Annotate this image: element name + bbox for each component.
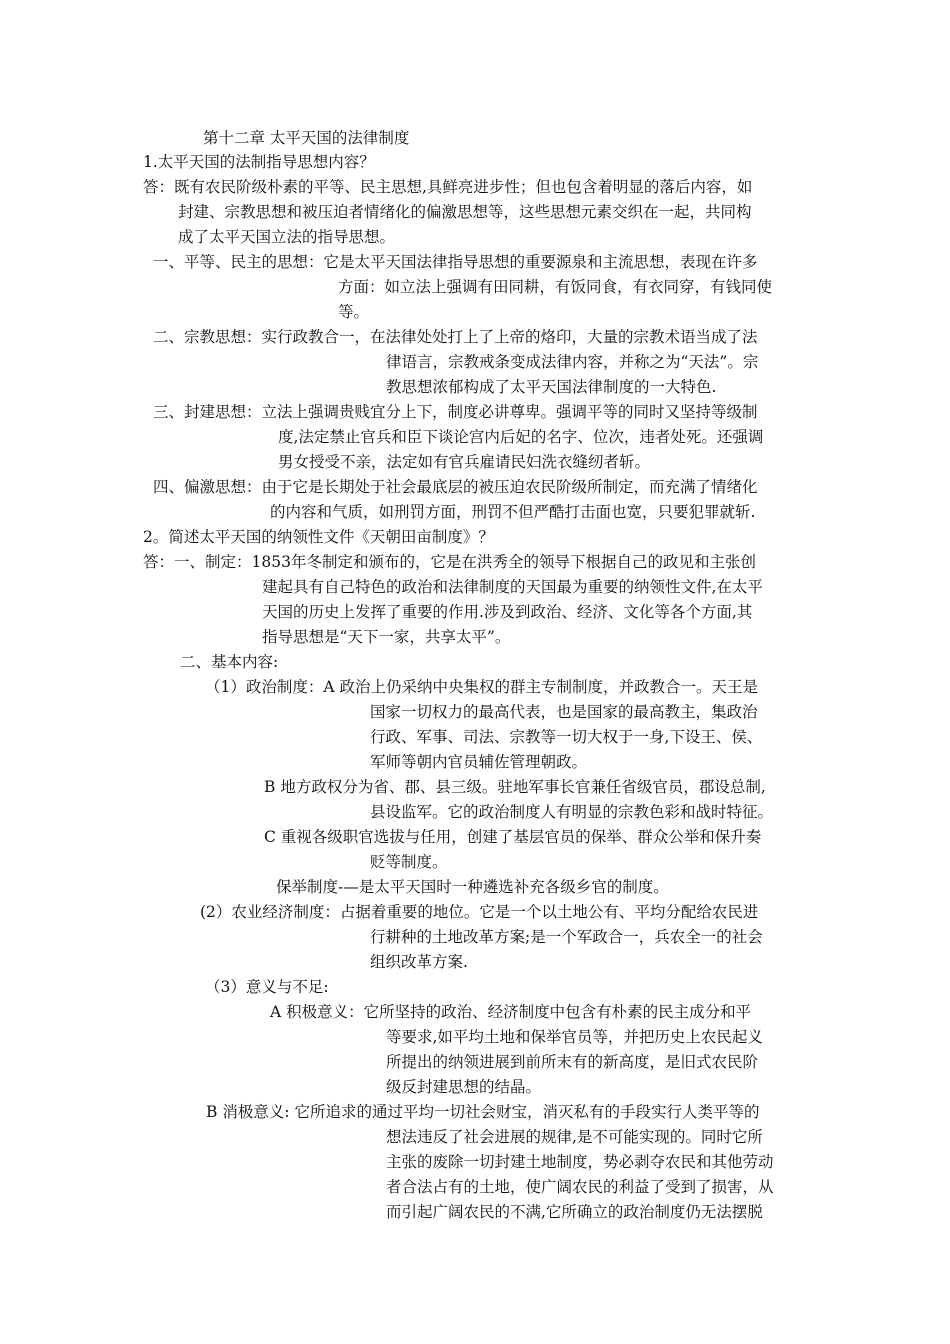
point-feudal-line: 度,法定禁止官兵和臣下谈论宫内后妃的名字、位次，违者处死。还强调 xyxy=(278,428,764,446)
political-line: 国家一切权力的最高代表，也是国家的最高教主，集政治 xyxy=(370,703,758,721)
point-feudal-line: 男女授受不亲，法定如有官兵雇请民妇洗衣缝纫者斩。 xyxy=(278,453,651,471)
point-feudal-line: 三、封建思想：立法上强调贵贱宜分上下，制度必讲尊卑。强调平等的同时又坚持等级制 xyxy=(153,403,758,421)
positive-significance-line: 所提出的纳领进展到前所末有的新高度，是旧式农民阶 xyxy=(386,1053,759,1071)
political-line: 县设监军。它的政治制度人有明显的宗教色彩和战时特征。 xyxy=(370,803,774,821)
point-radical-line: 四、偏激思想：由于它是长期处于社会最底层的被压迫农民阶级所制定，而充满了情绪化 xyxy=(153,478,758,496)
chapter-title: 第十二章 太平天国的法律制度 xyxy=(203,129,410,147)
point-religion-line: 教思想浓郁构成了太平天国法律制度的一大特色. xyxy=(386,378,717,396)
formulation-line: 建起具有自己特色的政治和法律制度的天国最为重要的纳领性文件,在太平 xyxy=(262,578,763,596)
formulation-line: 天国的历史上发挥了重要的作用.涉及到政治、经济、文化等各个方面,其 xyxy=(262,603,753,621)
agricultural-line: 组织改革方案. xyxy=(370,953,468,971)
political-line: 行政、军事、司法、宗教等一切大权于一身,下设王、侯、 xyxy=(370,728,763,746)
negative-significance-line: 主张的废除一切封建土地制度，势必剥夺农民和其他劳动 xyxy=(386,1153,774,1171)
negative-significance-line: 而引起广阔农民的不满,它所确立的政治制度仍无法摆脱 xyxy=(386,1203,763,1221)
basic-content-heading: 二、基本内容: xyxy=(180,653,279,671)
positive-significance-line: A 积极意义：它所坚持的政治、经济制度中包含有朴素的民主成分和平 xyxy=(270,1003,752,1021)
point-religion-line: 二、宗教思想：实行政教合一，在法律处处打上了上帝的烙印，大量的宗教术语当成了法 xyxy=(153,328,758,346)
political-line: 保举制度-—是太平天国时一种遴选补充各级乡官的制度。 xyxy=(276,878,669,896)
positive-significance-line: 等要求,如平均土地和保举官员等，并把历史上农民起义 xyxy=(386,1028,763,1046)
answer-1-line: 答：既有农民阶级朴素的平等、民主思想,具鲜亮进步性；但也包含着明显的落后内容，如 xyxy=(143,178,753,196)
formulation-line: 答：一、制定：1853年冬制定和颁布的，它是在洪秀全的领导下根据自己的政见和主张创 xyxy=(143,553,756,571)
agricultural-line: 行耕种的土地改革方案;是一个军政合一，兵农全一的社会 xyxy=(370,928,763,946)
political-line: 军师等朝内官员辅佐管理朝政。 xyxy=(370,753,588,771)
question-1: 1.太平天国的法制指导思想内容？ xyxy=(143,153,375,171)
political-line: （1）政治制度：A 政治上仍采纳中央集权的群主专制制度，并政教合一。天王是 xyxy=(205,678,758,696)
question-2: 2。简述太平天国的纳领性文件《天朝田亩制度》？ xyxy=(143,528,494,546)
negative-significance-line: 想法违反了社会进展的规律,是不可能实现的。同时它所 xyxy=(386,1128,763,1146)
formulation-line: 指导思想是“天下一家，共享太平”。 xyxy=(262,628,511,646)
positive-significance-line: 级反封建思想的结晶。 xyxy=(386,1078,542,1096)
answer-1-line: 封建、宗教思想和被压迫者情绪化的偏激思想等，这些思想元素交织在一起，共同构 xyxy=(178,203,752,221)
point-equality-line: 方面：如立法上强调有田同耕，有饭同食，有衣同穿，有钱同使 xyxy=(338,278,773,296)
political-line: C 重视各级职官选拔与任用，创建了基层官员的保举、群众公举和保升奏 xyxy=(264,828,762,846)
answer-1-line: 成了太平天国立法的指导思想。 xyxy=(178,228,396,246)
point-equality-line: 等。 xyxy=(338,303,370,321)
political-line: B 地方政权分为省、郡、县三级。驻地军事长官兼任省级官员，郡设总制, xyxy=(264,778,766,796)
point-radical-line: 的内容和气质，如刑罚方面，刑罚不但严酷打击面也宽，只要犯罪就斩. xyxy=(270,503,756,521)
point-religion-line: 律语言，宗教戒条变成法律内容，并称之为“天法”。宗 xyxy=(386,353,759,371)
agricultural-line: (2）农业经济制度：占据着重要的地位。它是一个以土地公有、平均分配给农民进 xyxy=(200,903,759,921)
negative-significance-line: B 消极意义: 它所追求的通过平均一切社会财宝，消灭私有的手段实行人类平等的 xyxy=(206,1103,760,1121)
point-equality-line: 一、平等、民主的思想：它是太平天国法律指导思想的重要源泉和主流思想，表现在许多 xyxy=(153,253,758,271)
significance-heading: （3）意义与不足: xyxy=(205,978,329,996)
negative-significance-line: 者合法占有的土地，使广阔农民的利益了受到了损害，从 xyxy=(386,1178,774,1196)
political-line: 贬等制度。 xyxy=(370,853,448,871)
